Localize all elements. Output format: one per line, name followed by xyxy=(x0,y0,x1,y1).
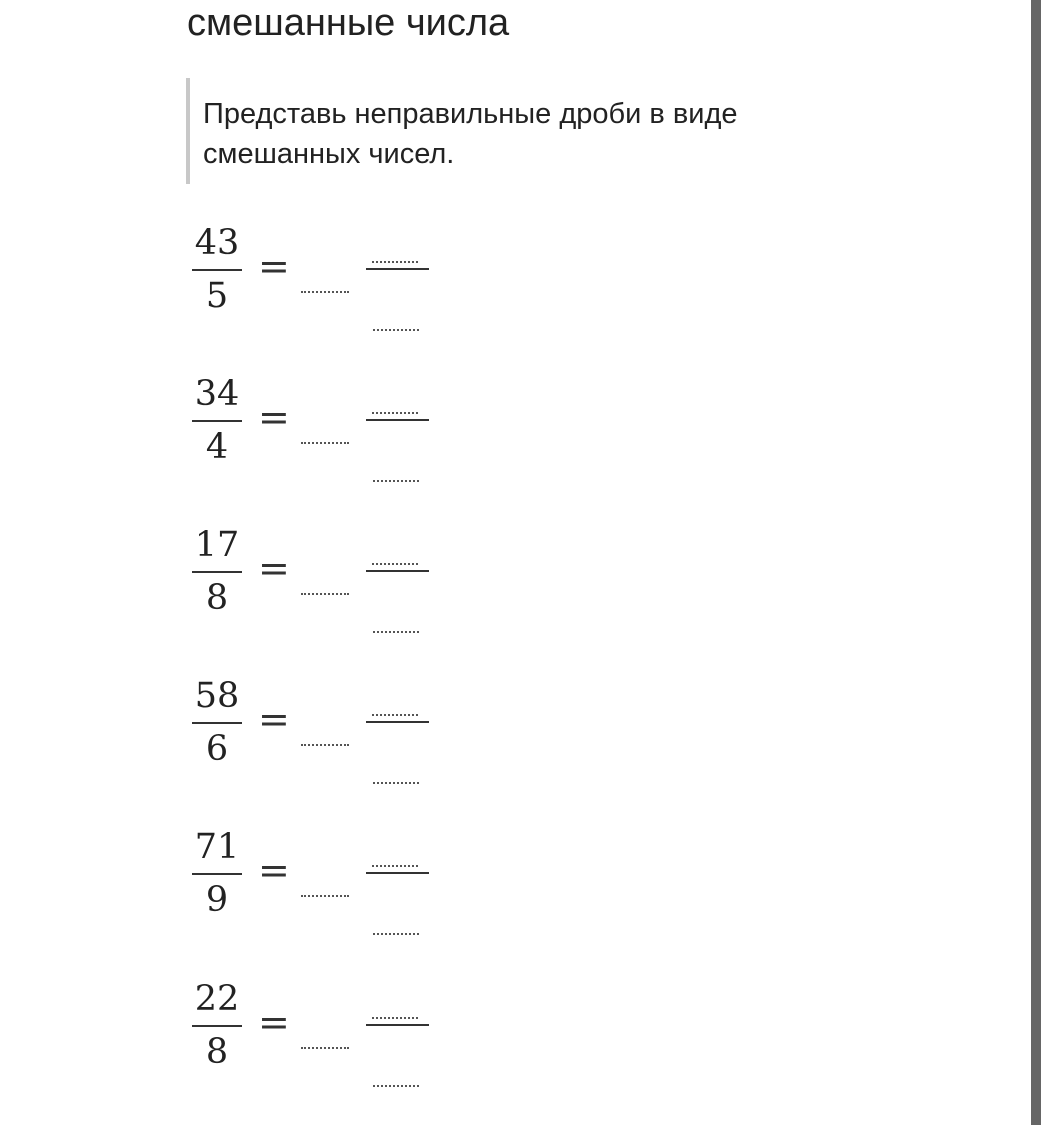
exercise-item xyxy=(190,676,450,796)
answer-numerator-input[interactable] xyxy=(372,704,418,716)
answer-denominator-input[interactable] xyxy=(373,1075,419,1087)
equals-sign: = xyxy=(258,697,290,741)
given-denominator: 6 xyxy=(205,729,229,769)
fraction-bar xyxy=(192,571,242,573)
given-fraction xyxy=(190,374,244,474)
equals-sign: = xyxy=(258,395,290,439)
answer-numerator-input[interactable] xyxy=(372,251,418,263)
exercise-item xyxy=(190,525,450,645)
answer-fraction-bar xyxy=(366,872,429,874)
answer-fraction-bar xyxy=(366,721,429,723)
equals-sign: = xyxy=(258,848,290,892)
equals-sign: = xyxy=(258,546,290,590)
answer-fraction-bar xyxy=(366,268,429,270)
given-denominator: 5 xyxy=(205,276,229,316)
given-denominator: 8 xyxy=(205,1032,229,1072)
answer-fraction-bar xyxy=(366,1024,429,1026)
given-fraction xyxy=(190,979,244,1079)
given-numerator: 34 xyxy=(194,374,240,414)
given-denominator: 4 xyxy=(205,427,229,467)
whole-part-input[interactable] xyxy=(301,583,349,595)
page-title: смешанные числа xyxy=(187,2,510,44)
given-fraction xyxy=(190,525,244,625)
given-numerator: 17 xyxy=(194,525,240,565)
answer-fraction-bar xyxy=(366,419,429,421)
fraction-bar xyxy=(192,420,242,422)
answer-denominator-input[interactable] xyxy=(373,772,419,784)
exercise-item xyxy=(190,374,450,494)
instruction-text: Представь неправильные дроби в виде смешанных чисел. xyxy=(203,98,738,170)
answer-numerator-input[interactable] xyxy=(372,855,418,867)
whole-part-input[interactable] xyxy=(301,734,349,746)
answer-denominator-input[interactable] xyxy=(373,923,419,935)
given-numerator: 71 xyxy=(194,827,240,867)
given-numerator: 22 xyxy=(194,979,240,1019)
given-denominator: 8 xyxy=(205,578,229,618)
whole-part-input[interactable] xyxy=(301,281,349,293)
answer-fraction-bar xyxy=(366,570,429,572)
exercise-item xyxy=(190,223,450,343)
scrollbar[interactable] xyxy=(1031,0,1041,1125)
given-numerator: 58 xyxy=(194,676,240,716)
exercise-item xyxy=(190,827,450,947)
fraction-bar xyxy=(192,269,242,271)
answer-numerator-input[interactable] xyxy=(372,1007,418,1019)
given-numerator: 43 xyxy=(194,223,240,263)
answer-numerator-input[interactable] xyxy=(372,402,418,414)
whole-part-input[interactable] xyxy=(301,1037,349,1049)
whole-part-input[interactable] xyxy=(301,885,349,897)
given-fraction xyxy=(190,676,244,776)
instruction-block xyxy=(186,78,746,184)
equals-sign: = xyxy=(258,244,290,288)
whole-part-input[interactable] xyxy=(301,432,349,444)
given-denominator: 9 xyxy=(205,880,229,920)
exercise-item xyxy=(190,979,450,1099)
fraction-bar xyxy=(192,873,242,875)
fraction-bar xyxy=(192,1025,242,1027)
equals-sign: = xyxy=(258,1000,290,1044)
answer-denominator-input[interactable] xyxy=(373,470,419,482)
given-fraction xyxy=(190,223,244,323)
answer-numerator-input[interactable] xyxy=(372,553,418,565)
answer-denominator-input[interactable] xyxy=(373,319,419,331)
fraction-bar xyxy=(192,722,242,724)
answer-denominator-input[interactable] xyxy=(373,621,419,633)
given-fraction xyxy=(190,827,244,927)
